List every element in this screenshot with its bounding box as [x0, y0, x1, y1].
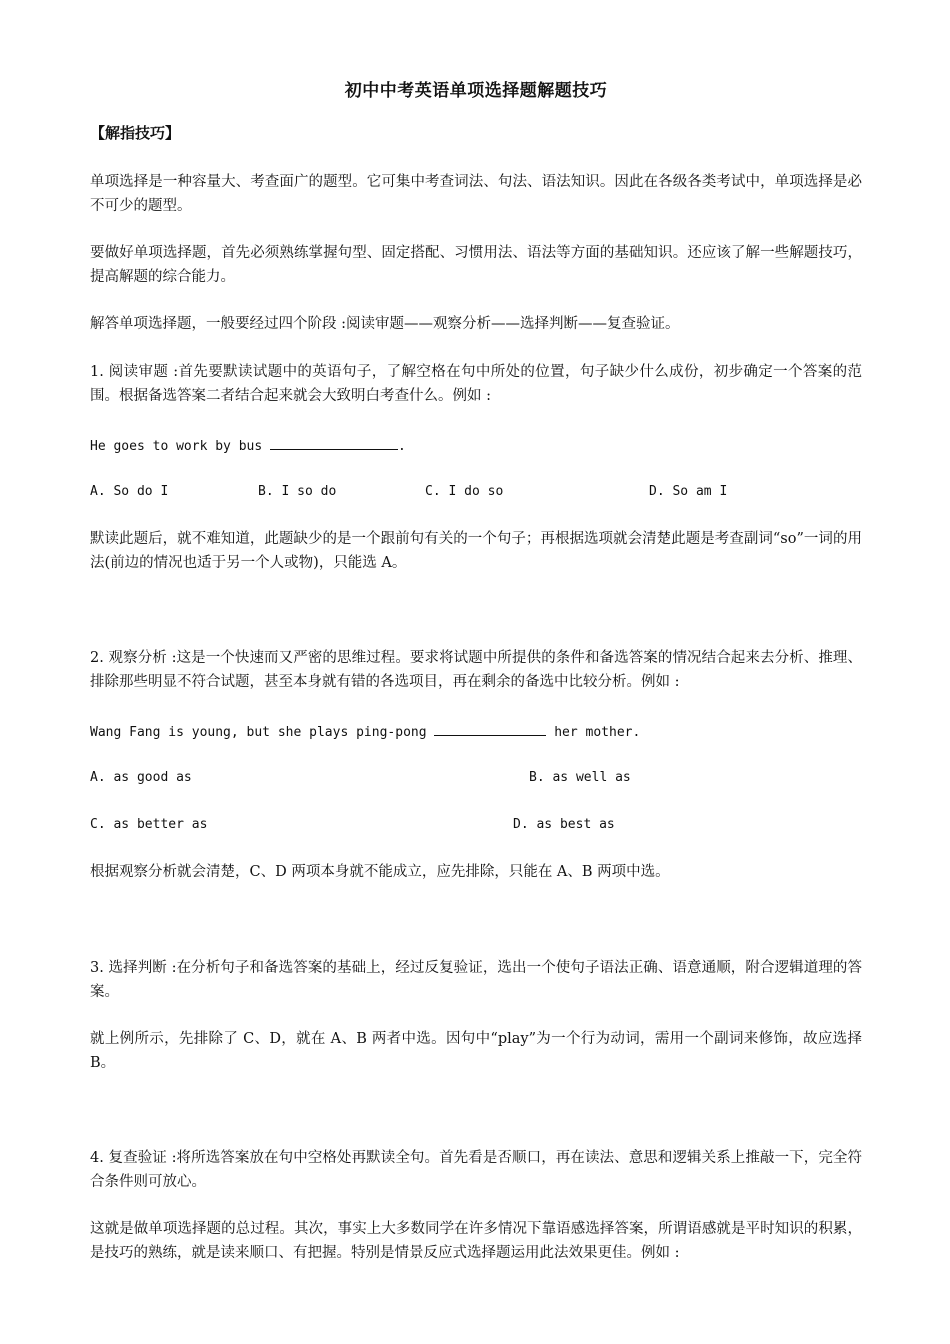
example-1-option-d: D. So am I	[649, 484, 728, 499]
document-title: 初中中考英语单项选择题解题技巧	[344, 81, 608, 101]
example-1-end: .	[398, 439, 406, 454]
example-2-option-a: A. as good as	[90, 770, 192, 785]
intro-paragraph-1: 单项选择是一种容量大、考查面广的题型。它可集中考查词法、句法、语法知识。因此在各级各类考试中，单项选择是必不可少的题型。	[90, 174, 862, 214]
example-2-option-c: C. as better as	[90, 817, 208, 832]
example-2-explanation: 根据观察分析就会清楚，C、D 两项本身就不能成立，应先排除，只能在 A、B 两项中选。	[90, 864, 670, 880]
example-1-option-a: A. So do I	[90, 484, 169, 499]
intro-paragraph-3: 解答单项选择题，一般要经过四个阶段 :阅读审题——观察分析——选择判断——复查验证。	[90, 316, 680, 332]
example-2-end: her mother.	[546, 725, 641, 740]
example-2-blank	[434, 723, 546, 736]
step-4-text: 4. 复查验证 :将所选答案放在句中空格处再默读全句。首先看是否顺口，再在读法、意思和逻辑关系上推敲一下，完全符合条件则可放心。	[90, 1150, 862, 1190]
example-1-option-b: B. I so do	[258, 484, 337, 499]
step-4-explanation: 这就是做单项选择题的总过程。其次，事实上大多数同学在许多情况下靠语感选择答案，所谓语感就是平时知识的积累，是技巧的熟练，就是读来顺口、有把握。特别是情景反应式选择题运用此法效果更佳。例如 :	[90, 1221, 862, 1261]
example-2-sentence	[90, 723, 640, 740]
example-2-option-b: B. as well as	[529, 770, 631, 785]
step-3-explanation: 就上例所示，先排除了 C、D，就在 A、B 两者中选。因句中“play”为一个行为动词，需用一个副词来修饰，故应选择 B。	[90, 1031, 862, 1071]
step-1-text: 1. 阅读审题 :首先要默读试题中的英语句子，了解空格在句中所处的位置，句子缺少什么成份，初步确定一个答案的范围。根据备选答案二者结合起来就会大致明白考查什么。例如 :	[90, 364, 862, 404]
step-3-text: 3. 选择判断 :在分析句子和备选答案的基础上，经过反复验证，选出一个使句子语法正确、语意通顺，附合逻辑道理的答案。	[90, 960, 862, 1000]
example-1-explanation: 默读此题后，就不难知道，此题缺少的是一个跟前句有关的一个句子；再根据选项就会清楚此题是考查副词“so”一词的用法(前边的情况也适于另一个人或物)，只能选 A。	[90, 531, 862, 571]
example-2-option-d: D. as best as	[513, 817, 615, 832]
example-1-option-c: C. I do so	[425, 484, 504, 499]
example-2-start: Wang Fang is young, but she plays ping-pong	[90, 725, 435, 740]
section-heading: 【解指技巧】	[90, 124, 181, 142]
intro-paragraph-2: 要做好单项选择题，首先必须熟练掌握句型、固定搭配、习惯用法、语法等方面的基础知识。还应该了解一些解题技巧，提高解题的综合能力。	[90, 245, 862, 285]
step-2-text: 2. 观察分析 :这是一个快速而又严密的思维过程。要求将试题中所提供的条件和备选答案的情况结合起来去分析、推理、排除那些明显不符合试题，甚至本身就有错的各选项目，再在剩余的备选中比较分析。例如 :	[90, 650, 862, 690]
example-1-start: He goes to work by bus	[90, 439, 271, 454]
example-1-blank	[270, 437, 398, 450]
example-1-sentence	[90, 437, 406, 454]
